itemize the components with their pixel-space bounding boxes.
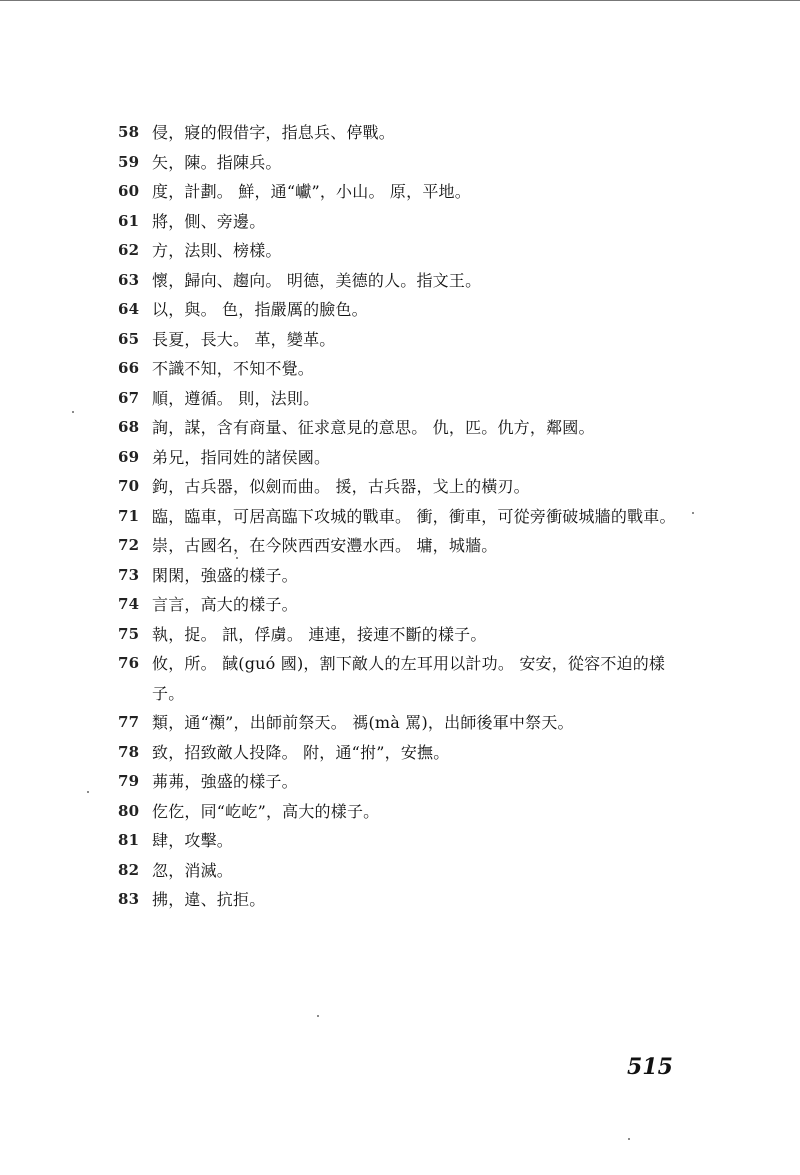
note-number: 83: [118, 890, 140, 908]
note-text: 詢，謀，含有商量、征求意見的意思。 仇，匹。仇方，鄰國。: [152, 418, 595, 437]
note-item: [118, 384, 688, 414]
note-number: 81: [118, 831, 140, 849]
note-text: 臨，臨車，可居高臨下攻城的戰車。 衝，衝車，可從旁衝破城牆的戰車。: [152, 506, 676, 526]
note-number: 72: [118, 536, 140, 554]
note-number: 68: [118, 418, 140, 436]
note-item: [118, 118, 688, 148]
note-number: 58: [118, 123, 140, 141]
note-text: 不識不知，不知不覺。: [152, 359, 315, 378]
note-text: 崇，古國名，在今陝西西安灃水西。 墉，城牆。: [152, 536, 498, 555]
note-item: [118, 856, 688, 886]
note-item: [118, 177, 688, 207]
note-item: [118, 148, 688, 178]
note-item: [118, 443, 688, 473]
scan-speck: [628, 1138, 630, 1140]
scan-speck: [692, 512, 694, 514]
note-text: 致，招致敵人投降。 附，通“拊”，安撫。: [152, 742, 450, 762]
note-text: 度，計劃。 鮮，通“巘”，小山。 原，平地。: [152, 182, 471, 201]
note-item: [118, 502, 688, 532]
note-text: 忽，消滅。: [152, 860, 234, 880]
note-text: 攸，所。 馘(guó 國)，割下敵人的左耳用以計功。 安安，從容不迫的樣子。: [152, 654, 666, 703]
note-text: 鉤，古兵器，似劍而曲。 援，古兵器，戈上的橫刃。: [152, 477, 530, 496]
scan-speck: [87, 791, 89, 793]
note-item: [118, 531, 688, 561]
note-number: 75: [118, 624, 140, 643]
note-item: [118, 767, 688, 797]
note-text: 懷，歸向、趨向。 明德，美德的人。指文王。: [152, 270, 482, 290]
note-text: 仡仡，同“屹屹”，高大的樣子。: [152, 801, 380, 821]
note-text: 閑閑，強盛的樣子。: [152, 565, 298, 585]
note-item: [118, 236, 688, 266]
note-number: 61: [118, 211, 140, 230]
note-item: [118, 266, 688, 296]
note-item: [118, 738, 688, 768]
note-number: 60: [118, 182, 140, 200]
note-number: 77: [118, 713, 140, 731]
note-number: 70: [118, 477, 140, 495]
note-text: 肆，攻擊。: [152, 831, 234, 850]
note-number: 62: [118, 241, 140, 259]
note-number: 65: [118, 329, 140, 348]
note-item: [118, 708, 688, 738]
note-item: [118, 620, 688, 650]
note-number: 67: [118, 388, 140, 407]
note-text: 將，側、旁邊。: [152, 211, 266, 231]
note-item: [118, 472, 688, 502]
note-text: 弟兄，指同姓的諸侯國。: [152, 447, 331, 467]
note-text: 言言，高大的樣子。: [152, 595, 298, 614]
note-number: 66: [118, 359, 140, 377]
note-number: 80: [118, 801, 140, 820]
note-item: [118, 885, 688, 915]
note-item: [118, 354, 688, 384]
note-number: 64: [118, 300, 140, 318]
note-text: 順，遵循。 則，法則。: [152, 388, 320, 408]
note-number: 76: [118, 654, 140, 672]
scan-speck: [236, 557, 238, 559]
note-number: 69: [118, 447, 140, 466]
scan-speck: [72, 411, 74, 413]
note-item: [118, 207, 688, 237]
note-item: [118, 413, 688, 443]
note-number: 71: [118, 506, 140, 525]
note-item: [118, 649, 688, 708]
note-number: 59: [118, 152, 140, 171]
note-text: 侵，寢的假借字，指息兵、停戰。: [152, 123, 396, 142]
page-number: 515: [627, 1054, 673, 1080]
top-border-line: [0, 0, 800, 1]
note-text: 執，捉。 訊，俘虜。 連連，接連不斷的樣子。: [152, 624, 487, 644]
note-text: 拂，違、抗拒。: [152, 890, 266, 909]
note-number: 74: [118, 595, 140, 613]
note-number: 79: [118, 772, 140, 790]
note-text: 以，與。 色，指嚴厲的臉色。: [152, 300, 368, 319]
note-item: [118, 295, 688, 325]
note-number: 82: [118, 860, 140, 879]
note-number: 73: [118, 565, 140, 584]
note-number: 63: [118, 270, 140, 289]
note-text: 矢，陳。指陳兵。: [152, 152, 282, 172]
note-item: [118, 797, 688, 827]
note-text: 方，法則、榜樣。: [152, 241, 282, 260]
note-text: 茀茀，強盛的樣子。: [152, 772, 298, 791]
note-text: 長夏，長大。 革，變革。: [152, 329, 336, 349]
note-item: [118, 826, 688, 856]
note-item: [118, 325, 688, 355]
note-item: [118, 561, 688, 591]
scan-speck: [317, 1015, 319, 1017]
note-item: [118, 590, 688, 620]
annotation-list: [118, 118, 688, 915]
note-number: 78: [118, 742, 140, 761]
note-text: 類，通“禷”，出師前祭天。 禡(mà 罵)，出師後軍中祭天。: [152, 713, 574, 732]
